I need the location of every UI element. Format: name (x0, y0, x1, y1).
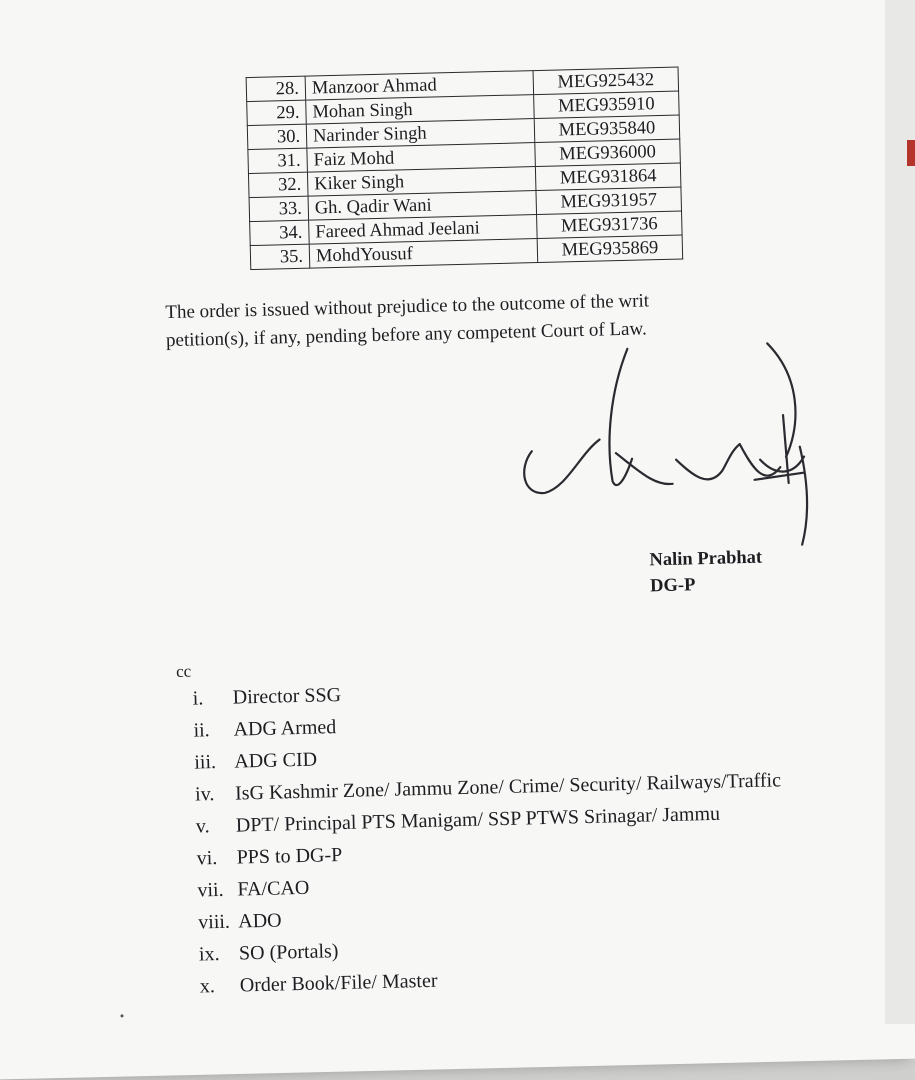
list-item-number: viii. (197, 910, 231, 934)
serial-number: 32. (248, 172, 308, 197)
belt-number: MEG931864 (535, 163, 681, 191)
list-item-number: i. (192, 687, 204, 710)
signatory-name: Nalin Prabhat (649, 547, 763, 571)
list-item-text: SO (Portals) (238, 940, 339, 965)
list-item-number: x. (199, 975, 216, 998)
red-edge-mark (907, 140, 915, 166)
belt-number: MEG931736 (537, 211, 683, 239)
serial-number: 29. (247, 100, 307, 125)
list-item-number: ix. (198, 943, 220, 966)
roll-table (246, 67, 684, 271)
person-name: Narinder Singh (306, 119, 535, 149)
person-name: Fareed Ahmad Jeelani (309, 215, 538, 245)
serial-number: 30. (247, 124, 307, 149)
list-item-number: iii. (194, 751, 217, 774)
belt-number: MEG935910 (534, 91, 680, 119)
list-item-number: v. (195, 815, 210, 838)
list-item-text: ADG Armed (233, 716, 337, 741)
list-item-text: Director SSG (232, 683, 342, 709)
list-item-text: DPT/ Principal PTS Manigam/ SSP PTWS Srinagar/ Jammu (235, 802, 721, 837)
person-name: Kiker Singh (307, 167, 536, 197)
belt-number: MEG931957 (536, 187, 682, 215)
person-name: MohdYousuf (309, 239, 538, 269)
signatory-designation: DG-P (649, 575, 696, 597)
signatory-block (649, 545, 763, 600)
serial-number: 28. (246, 76, 306, 101)
list-item-text: ADO (237, 909, 282, 933)
cc-list (192, 668, 786, 1002)
list-item-number: vii. (197, 878, 224, 902)
handwritten-signature (511, 335, 857, 573)
belt-number: MEG935869 (537, 235, 683, 263)
list-item-text: IsG Kashmir Zone/ Jammu Zone/ Crime/ Security/ Railways/Traffic (234, 769, 782, 805)
serial-number: 34. (250, 220, 310, 245)
person-name: Gh. Qadir Wani (308, 191, 537, 221)
order-text-line: The order is issued without prejudice to the outcome of the writ (165, 290, 650, 324)
ink-speck (120, 1014, 123, 1017)
belt-number: MEG935840 (534, 115, 680, 143)
order-text-line: petition(s), if any, pending before any competent Court of Law. (165, 318, 647, 352)
list-item-text: ADG CID (234, 748, 318, 773)
belt-number: MEG925432 (533, 67, 679, 95)
person-name: Manzoor Ahmad (305, 71, 534, 101)
person-name: Mohan Singh (306, 95, 535, 125)
serial-number: 33. (249, 196, 309, 221)
person-name: Faiz Mohd (307, 143, 536, 173)
list-item-text: FA/CAO (237, 876, 310, 901)
belt-number: MEG936000 (535, 139, 681, 167)
serial-number: 35. (250, 244, 310, 269)
list-item-number: iv. (194, 783, 215, 806)
list-item-text: Order Book/File/ Master (239, 969, 438, 997)
serial-number: 31. (248, 148, 308, 173)
list-item-text: PPS to DG-P (236, 843, 343, 869)
list-item-number: vi. (196, 847, 218, 870)
cc-label: cc (175, 661, 192, 681)
list-item-number: ii. (193, 719, 210, 742)
